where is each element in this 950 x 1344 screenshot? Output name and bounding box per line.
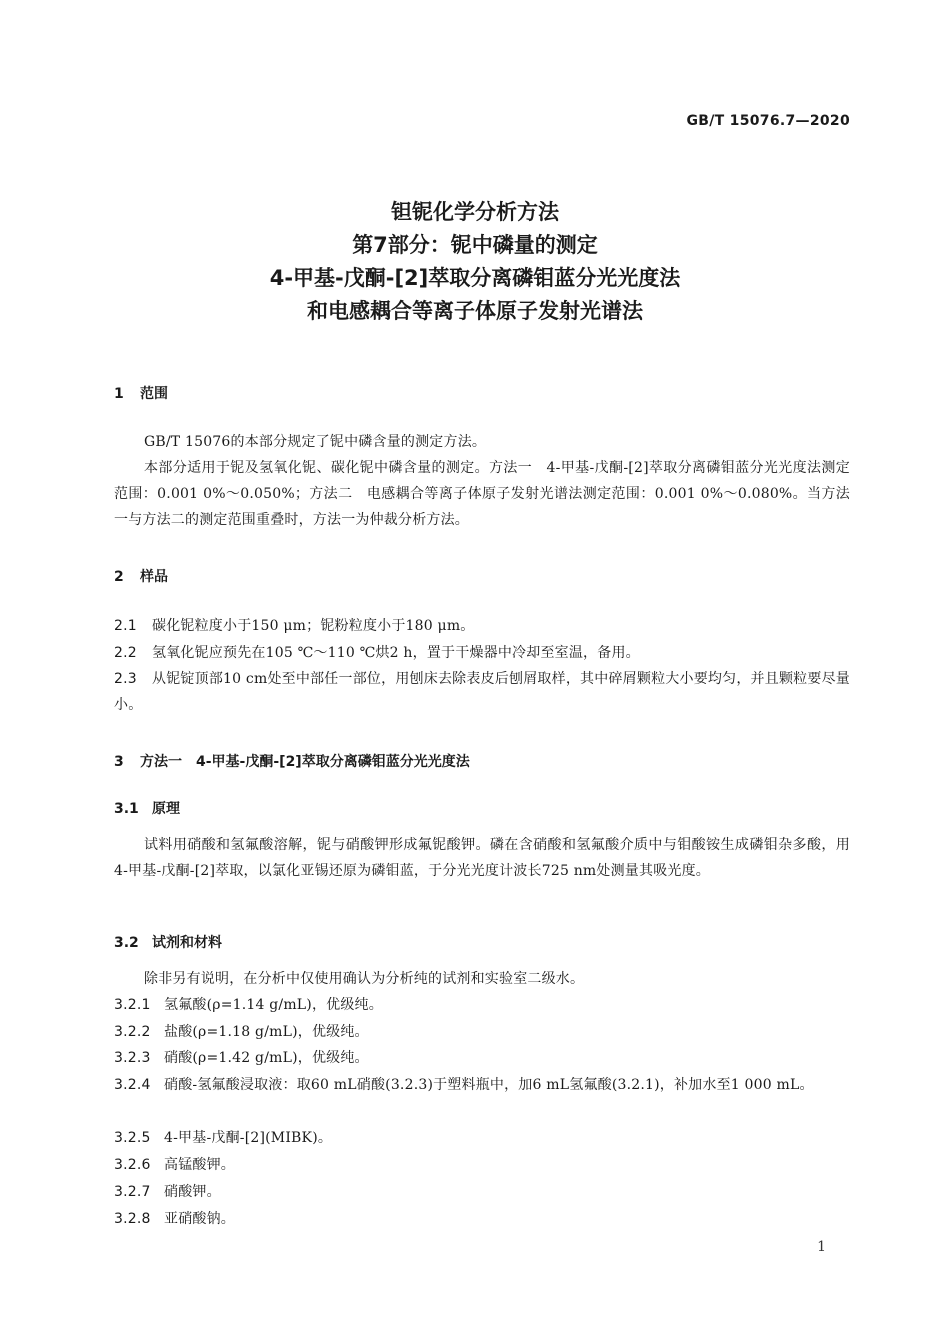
clause-3-2-6 — [114, 1152, 850, 1178]
clause-text: 硝酸钾。 — [164, 1184, 221, 1200]
section-title: 方法一 4-甲基-戊酮-[2]萃取分离磷钼蓝分光光度法 — [140, 754, 470, 770]
page-number: 1 — [817, 1239, 826, 1255]
clause-text: 4-甲基-戊酮-[2](MIBK)。 — [164, 1130, 333, 1146]
clause-2-3 — [114, 666, 850, 718]
section-number: 3 — [114, 754, 124, 770]
title-line-3: 4-甲基-戊酮-[2]萃取分离磷钼蓝分光光度法 — [269, 266, 681, 290]
clause-number: 2.2 — [114, 645, 137, 661]
section-3-1-paragraph: 试料用硝酸和氢氟酸溶解，铌与硝酸钾形成氟铌酸钾。磷在含硝酸和氢氟酸介质中与钼酸铵生成磷钼杂多酸，用4-甲基-戊酮-[2]萃取，以氯化亚锡还原为磷钼蓝，于分光光度计波长725 nm处测量其吸光度。 — [114, 837, 850, 879]
clause-number: 3.2.6 — [114, 1157, 151, 1173]
title-line-1: 钽铌化学分析方法 — [391, 200, 559, 224]
clause-text: 高锰酸钾。 — [164, 1157, 235, 1173]
section-3-heading — [114, 751, 470, 771]
clause-number: 3.2.5 — [114, 1130, 151, 1146]
clause-number: 3.2.2 — [114, 1024, 151, 1040]
section-number: 3.2 — [114, 935, 139, 951]
section-1-paragraph-2: 本部分适用于铌及氢氧化铌、碳化铌中磷含量的测定。方法一 4-甲基-戊酮-[2]萃取分离磷钼蓝分光光度法测定范围：0.001 0%～0.050%；方法二 电感耦合等离子体原子发射光谱法测定范围：0.001 0%～0.080%。当方法一与方法二的测定范围重叠时，方法一为仲裁分析方法。 — [114, 460, 850, 528]
clause-text: 氢氟酸(ρ=1.14 g/mL)，优级纯。 — [164, 997, 383, 1013]
clause-number: 3.2.7 — [114, 1184, 151, 1200]
section-number: 1 — [114, 386, 124, 402]
clause-3-2-1 — [114, 992, 850, 1018]
clause-text: 盐酸(ρ=1.18 g/mL)，优级纯。 — [164, 1024, 369, 1040]
clause-text: 亚硝酸钠。 — [164, 1211, 235, 1227]
section-3-2-heading — [114, 932, 222, 952]
title-line-2: 第7部分：铌中磷量的测定 — [352, 233, 598, 257]
section-2-heading — [114, 566, 168, 586]
section-title: 原理 — [152, 801, 180, 817]
clause-number: 3.2.3 — [114, 1050, 151, 1066]
section-title: 范围 — [140, 386, 168, 402]
section-title: 样品 — [140, 569, 168, 585]
section-3-2-paragraph: 除非另有说明，在分析中仅使用确认为分析纯的试剂和实验室二级水。 — [144, 971, 585, 987]
standard-number: GB/T 15076.7—2020 — [686, 113, 850, 129]
document-title — [0, 196, 950, 328]
clause-3-2-3 — [114, 1045, 850, 1071]
section-3-1-heading — [114, 798, 180, 818]
clause-text: 从铌锭顶部10 cm处至中部任一部位，用刨床去除表皮后刨屑取样，其中碎屑颗粒大小要均匀，并且颗粒要尽量小。 — [114, 671, 850, 713]
clause-number: 3.2.1 — [114, 997, 151, 1013]
clause-number: 2.3 — [114, 671, 137, 687]
section-number: 2 — [114, 569, 124, 585]
clause-text: 硝酸-氢氟酸浸取液：取60 mL硝酸(3.2.3)于塑料瓶中，加6 mL氢氟酸(3.2.1)，补加水至1 000 mL。 — [164, 1077, 814, 1093]
section-1-heading — [114, 383, 168, 403]
section-number: 3.1 — [114, 801, 139, 817]
clause-3-2-5 — [114, 1125, 850, 1151]
clause-number: 3.2.4 — [114, 1077, 151, 1093]
clause-2-2 — [114, 640, 850, 666]
clause-2-1 — [114, 613, 850, 639]
clause-text: 硝酸(ρ=1.42 g/mL)，优级纯。 — [164, 1050, 369, 1066]
section-1-paragraph-1: GB/T 15076的本部分规定了铌中磷含量的测定方法。 — [144, 434, 487, 450]
clause-3-2-7 — [114, 1179, 850, 1205]
clause-number: 2.1 — [114, 618, 137, 634]
clause-number: 3.2.8 — [114, 1211, 151, 1227]
clause-3-2-8 — [114, 1206, 850, 1232]
clause-3-2-4 — [114, 1072, 850, 1098]
clause-3-2-2 — [114, 1019, 850, 1045]
clause-text: 碳化铌粒度小于150 μm；铌粉粒度小于180 μm。 — [152, 618, 475, 634]
title-line-4: 和电感耦合等离子体原子发射光谱法 — [307, 299, 643, 323]
section-title: 试剂和材料 — [152, 935, 222, 951]
clause-text: 氢氧化铌应预先在105 ℃～110 ℃烘2 h，置于干燥器中冷却至室温，备用。 — [152, 645, 640, 661]
